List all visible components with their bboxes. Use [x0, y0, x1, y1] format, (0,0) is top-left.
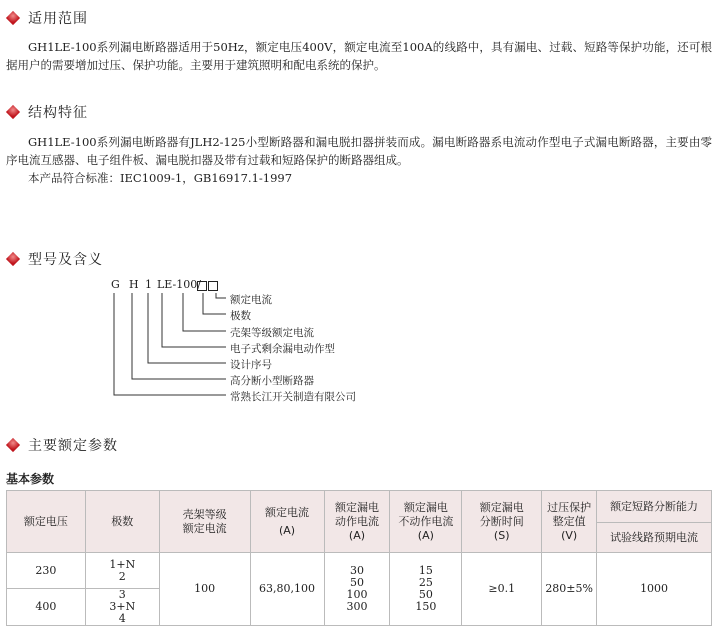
- cell-break-time: ≥0.1: [462, 553, 542, 626]
- code-h: H: [129, 278, 139, 291]
- cell-overvoltage: 280±5%: [542, 553, 597, 626]
- model-leader-lines: [0, 270, 720, 410]
- cell-leak-op-1: 50: [349, 576, 364, 589]
- header-voltage: 额定电压: [7, 491, 86, 553]
- cell-poles-3: 3: [118, 588, 126, 601]
- cell-poles-400: [85, 589, 159, 626]
- cell-current: 63,80,100: [250, 553, 324, 626]
- meaning-electronic-rcd: 电子式剩余漏电动作型: [230, 343, 335, 355]
- table-row: [7, 553, 712, 589]
- basic-params-title: 基本参数: [6, 472, 55, 486]
- code-1: 1: [145, 278, 152, 291]
- header-time-l2: 分断时间: [479, 514, 524, 528]
- cell-leak-op-3: 300: [346, 600, 368, 613]
- header-ov-l2: 整定值: [552, 514, 586, 528]
- section-title-structure: 结构特征: [28, 105, 88, 121]
- section-title-params: 主要额定参数: [28, 438, 118, 454]
- scope-paragraph: [6, 38, 712, 74]
- structure-text: GH1LE-100系列漏电断路器有JLH2-125小型断路器和漏电脱扣器拼装而成。漏电断路器系电流动作型电子式漏电断路器，主要由零序电流互感器、电子组件板、漏电脱扣器及带有过载和短路保护的断路器组成。: [6, 135, 712, 167]
- header-leak-op-l1: 额定漏电: [334, 500, 379, 514]
- header-current-l1: 额定电流: [265, 505, 310, 519]
- section-structure: [8, 102, 88, 122]
- header-leak-op: [324, 491, 390, 553]
- header-leak-nonop-l1: 额定漏电: [403, 500, 448, 514]
- header-leak-nonop-l2: 不动作电流: [398, 514, 454, 528]
- cell-voltage-230: 230: [7, 553, 86, 589]
- cell-leak-nonop-1: 25: [418, 576, 433, 589]
- params-table: [6, 490, 712, 626]
- header-poles: 极数: [85, 491, 159, 553]
- header-leak-nonop-l3: (A): [417, 528, 434, 542]
- model-diagram: [0, 270, 720, 410]
- cell-frame: 100: [159, 553, 250, 626]
- meaning-frame-current: 壳架等级额定电流: [230, 327, 314, 339]
- header-leak-nonop: [390, 491, 462, 553]
- cell-poles-3n: 3+N: [109, 600, 136, 613]
- diamond-bullet-icon: [6, 11, 20, 25]
- header-break-time: [462, 491, 542, 553]
- meaning-manufacturer: 常熟长江开关制造有限公司: [230, 391, 356, 403]
- cell-leak-nonop: [390, 553, 462, 626]
- header-leak-op-l2: 动作电流: [334, 514, 379, 528]
- header-current-l2: (A): [278, 523, 296, 537]
- cell-leak-nonop-3: 150: [415, 600, 437, 613]
- cell-poles-4: 4: [118, 612, 126, 625]
- standard-text: 本产品符合标准：IEC1009-1，GB16917.1-1997: [28, 171, 293, 185]
- cell-short-circuit: 1000: [597, 553, 712, 626]
- cell-leak-op-2: 100: [346, 588, 368, 601]
- table-header-row: [7, 491, 712, 523]
- scope-text: GH1LE-100系列漏电断路器适用于50Hz，额定电压400V，额定电流至100A的线路中，具有漏电、过载、短路等保护功能，还可根据用户的需要增加过压、保护功能。主要用于建筑照明和配电系统的保护。: [6, 40, 712, 72]
- header-test-current: 试验线路预期电流: [597, 523, 712, 553]
- cell-poles-1n: 1+N: [109, 557, 136, 571]
- header-leak-op-l3: (A): [348, 528, 366, 542]
- cell-poles-230: [85, 553, 159, 589]
- structure-paragraph: [6, 133, 712, 187]
- header-frame: [159, 491, 250, 553]
- cell-leak-nonop-0: 15: [418, 564, 433, 577]
- header-frame-l2: 额定电流: [182, 521, 227, 535]
- header-overvoltage: [542, 491, 597, 553]
- meaning-mcb: 高分断小型断路器: [230, 375, 314, 387]
- section-title-model: 型号及含义: [28, 252, 103, 268]
- header-time-l1: 额定漏电: [479, 500, 524, 514]
- header-frame-l1: 壳架等级: [182, 507, 227, 521]
- meaning-design-no: 设计序号: [230, 359, 272, 371]
- header-time-l3: (S): [493, 528, 510, 542]
- code-le: LE-100/: [157, 278, 201, 291]
- header-current: [250, 491, 324, 553]
- header-ov-l3: (V): [561, 528, 578, 542]
- diamond-bullet-icon: [6, 105, 20, 119]
- section-model: [8, 249, 103, 269]
- section-title-scope: 适用范围: [28, 11, 88, 27]
- cell-leak-op: [324, 553, 390, 626]
- cell-poles-2: 2: [118, 569, 126, 583]
- section-params: [8, 435, 118, 455]
- meaning-poles: 极数: [230, 310, 251, 322]
- code-g: G: [111, 278, 120, 291]
- header-ov-l1: 过压保护: [547, 500, 592, 514]
- meaning-rated-current: 额定电流: [230, 294, 272, 306]
- diamond-bullet-icon: [6, 252, 20, 266]
- cell-leak-nonop-2: 50: [418, 588, 433, 601]
- diamond-bullet-icon: [6, 438, 20, 452]
- header-short-circuit: 额定短路分断能力: [597, 491, 712, 523]
- cell-voltage-400: 400: [7, 589, 86, 626]
- section-scope: [8, 8, 88, 28]
- cell-leak-op-0: 30: [349, 564, 364, 577]
